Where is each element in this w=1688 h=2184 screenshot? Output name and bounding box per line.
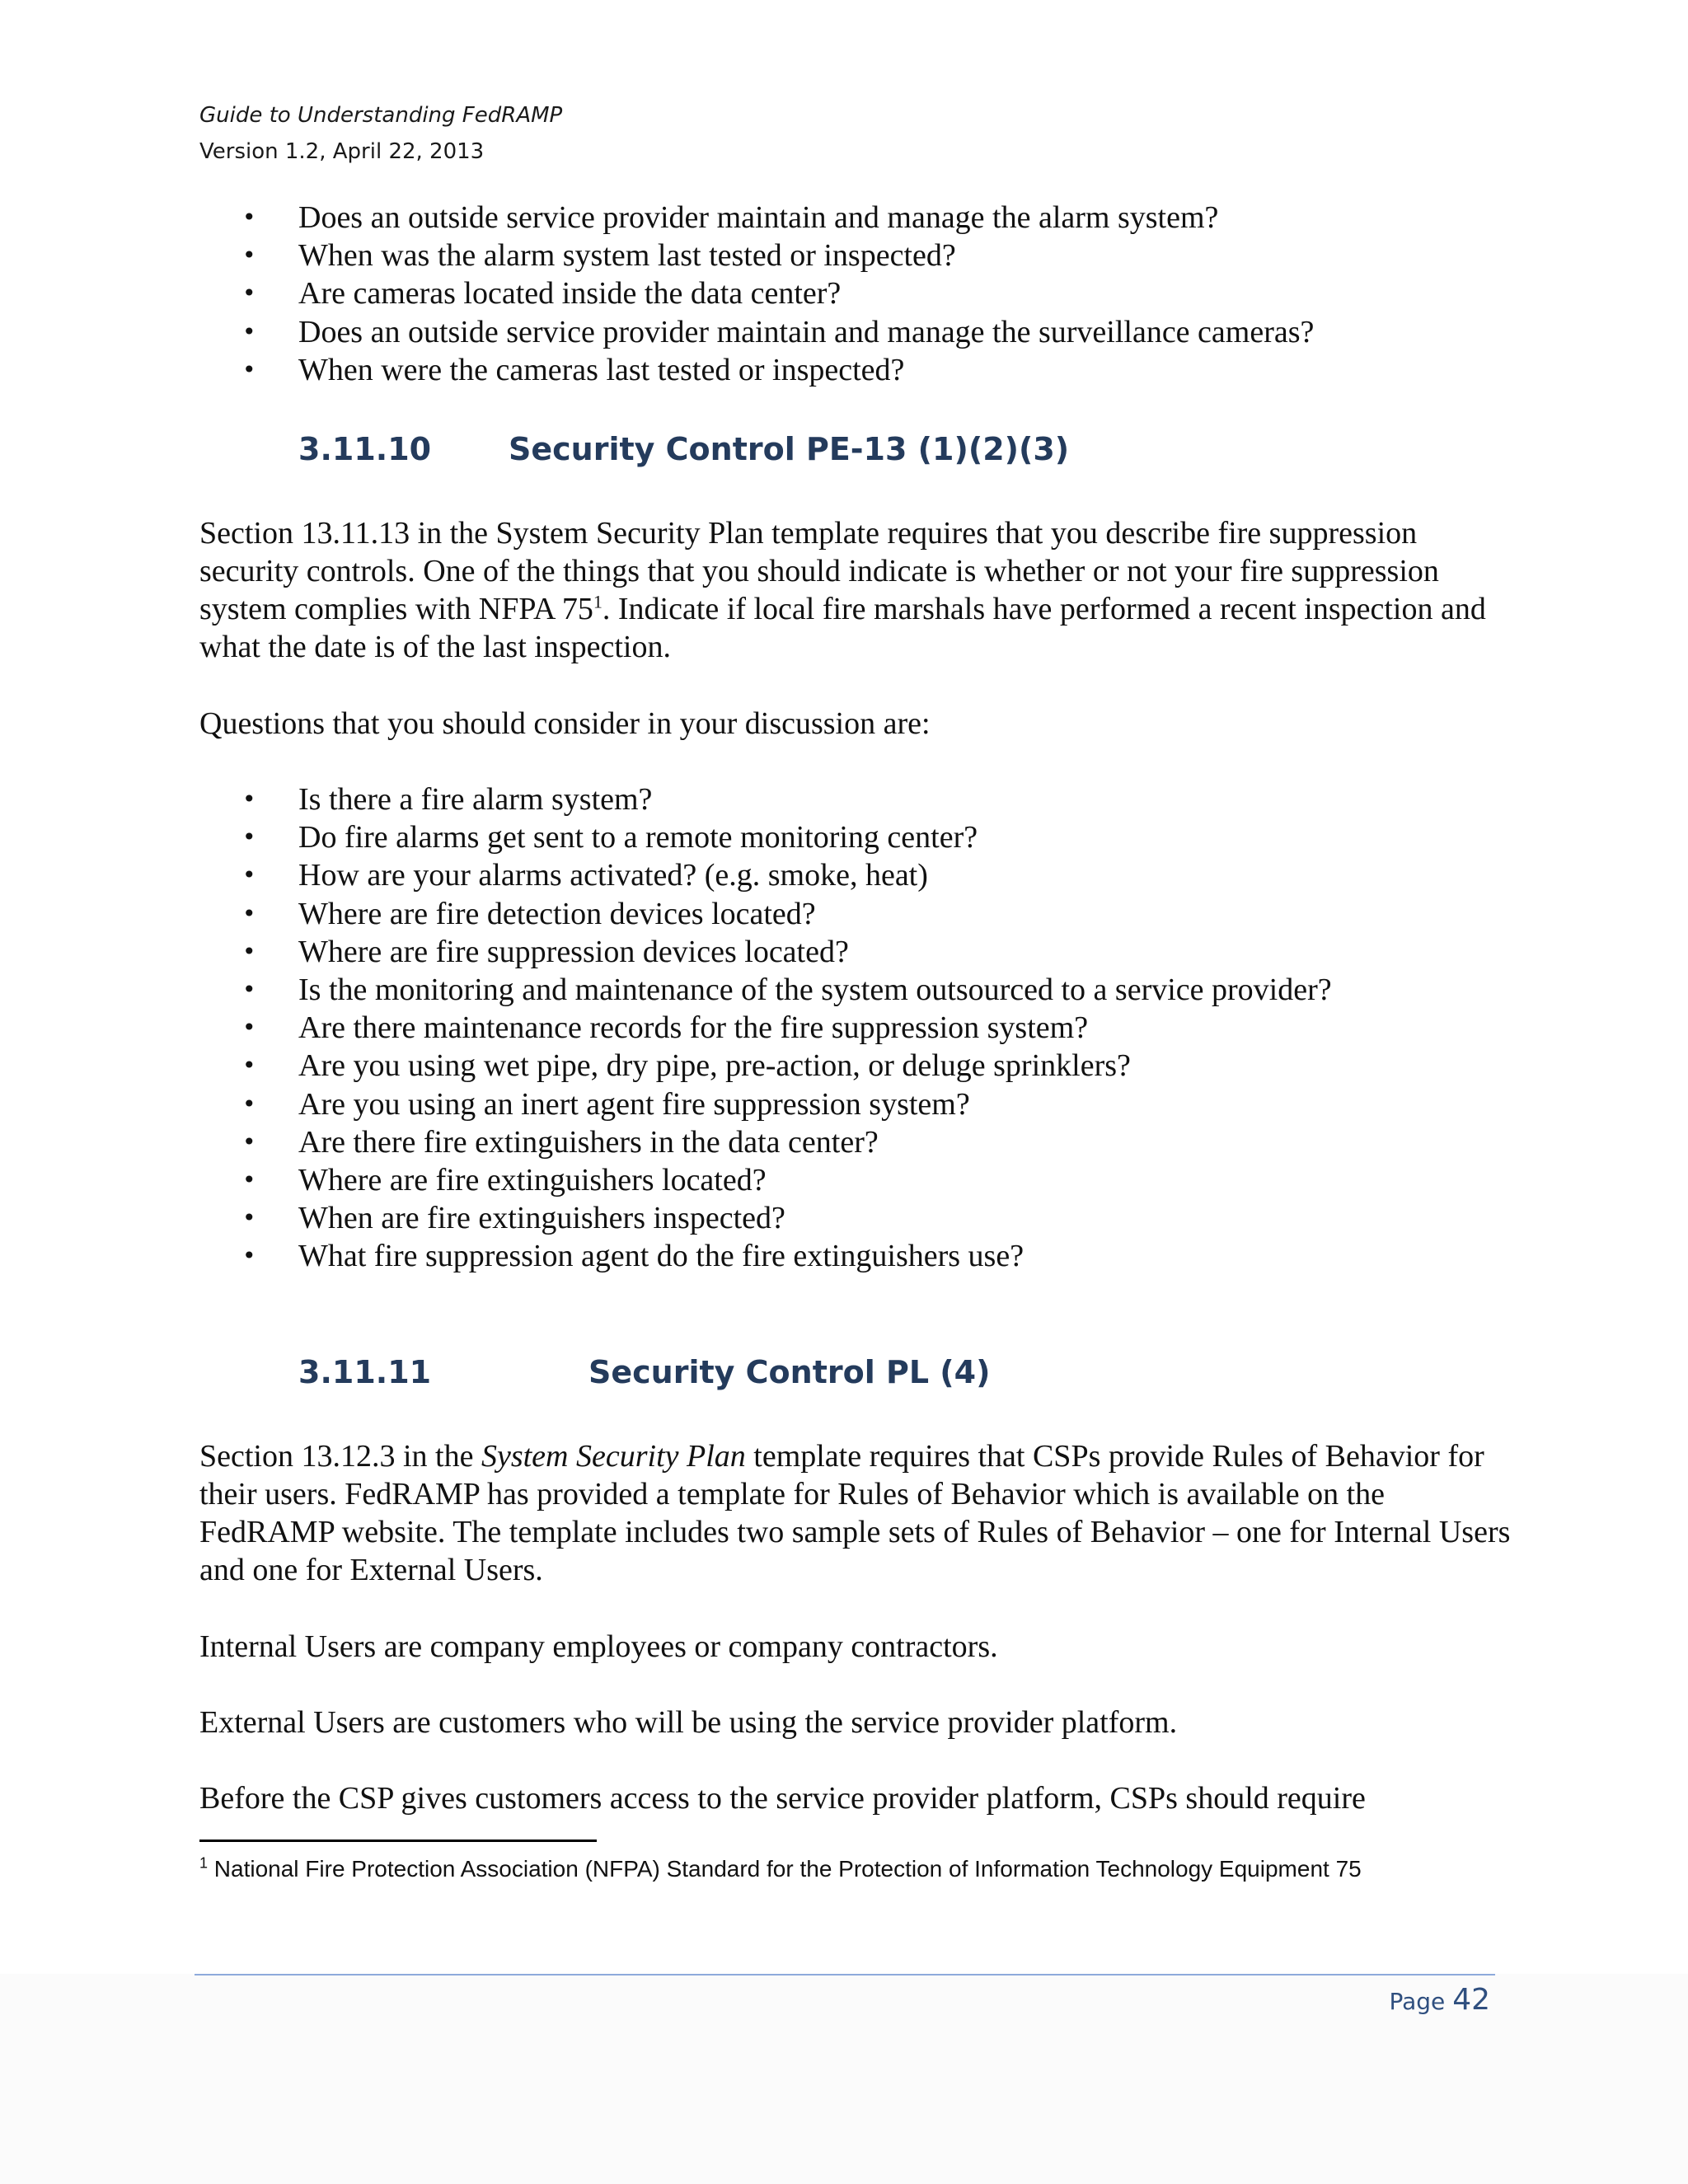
list-item: • Do fire alarms get sent to a remote monitoring center? — [199, 818, 1332, 856]
section-number: 3.11.10 — [298, 431, 432, 467]
list-item: • Is there a fire alarm system? — [199, 780, 1332, 818]
list-item: • When were the cameras last tested or inspected? — [199, 351, 1314, 389]
list-item: • Does an outside service provider maintain and manage the alarm system? — [199, 199, 1314, 237]
pe13-text-a: Section 13.11.13 in the System Security Plan template requires that you describe fire suppression security controls. One of the things that you should indicate is whether or not your fire suppression system complies with NFPA 75 — [199, 516, 1439, 626]
pe13-description — [199, 514, 1518, 666]
list-item: • Does an outside service provider maintain and manage the surveillance cameras? — [199, 313, 1314, 351]
list-item: • Where are fire suppression devices located? — [199, 933, 1332, 971]
alarm-questions-list — [199, 199, 1314, 389]
list-item: • Are you using an inert agent fire suppression system? — [199, 1085, 1332, 1123]
section-heading-pe13 — [298, 431, 1069, 467]
page-number — [1390, 1982, 1491, 2020]
list-item: • What fire suppression agent do the fire extinguishers use? — [199, 1237, 1332, 1275]
before-access-text: Before the CSP gives customers access to the service provider platform, CSPs should require — [199, 1781, 1366, 1816]
list-item: • Are you using wet pipe, dry pipe, pre-action, or deluge sprinklers? — [199, 1047, 1332, 1085]
footnote-text: National Fire Protection Association (NFPA) Standard for the Protection of Information Technology Equipment 75 — [208, 1856, 1362, 1882]
footer-divider — [195, 1974, 1495, 1975]
document-version: Version 1.2, April 22, 2013 — [199, 139, 485, 164]
pe13-text-b: . Indicate if local fire marshals have performed a recent inspection and what the date is of the last inspection. — [199, 592, 1486, 664]
list-item: • Are there maintenance records for the fire suppression system? — [199, 1009, 1332, 1047]
list-item: • Is the monitoring and maintenance of the system outsourced to a service provider? — [199, 971, 1332, 1009]
running-header — [199, 97, 562, 170]
page-number-value: 42 — [1452, 1983, 1490, 2017]
section-title: Security Control PL (4) — [588, 1354, 991, 1390]
pl4-text-a: Section 13.12.3 in the — [199, 1439, 481, 1474]
section-title: Security Control PE-13 (1)(2)(3) — [509, 431, 1070, 467]
list-item: • When are fire extinguishers inspected? — [199, 1199, 1332, 1237]
questions-intro: Questions that you should consider in your discussion are: — [199, 706, 931, 741]
list-item: • Are cameras located inside the data center? — [199, 274, 1314, 312]
footnote-separator — [199, 1840, 597, 1842]
list-item: • When was the alarm system last tested or inspected? — [199, 237, 1314, 274]
page-label: Page — [1389, 1988, 1453, 2015]
list-item: • Where are fire extinguishers located? — [199, 1161, 1332, 1199]
section-number: 3.11.11 — [298, 1354, 432, 1390]
external-users-text: External Users are customers who will be using the service provider platform. — [199, 1705, 1178, 1740]
document-title: Guide to Understanding FedRAMP — [199, 103, 563, 128]
footnote-marker: 1 — [199, 1854, 209, 1872]
footnote — [199, 1853, 1601, 1886]
internal-users-text: Internal Users are company employees or company contractors. — [199, 1629, 998, 1664]
section-heading-pl4 — [298, 1354, 990, 1390]
ssp-title: System Security Plan — [481, 1439, 746, 1474]
list-item: • Where are fire detection devices located? — [199, 895, 1332, 933]
pl4-description — [199, 1437, 1518, 1589]
list-item: • How are your alarms activated? (e.g. smoke, heat) — [199, 856, 1332, 894]
footnote-ref: 1 — [593, 591, 603, 612]
pl4-text-b: template requires that CSPs provide Rules of Behavior for their users. FedRAMP has provided a template for Rules of Behavior which is available on the FedRAMP website. The template includes two sample sets of Rules of Behavior – one for Internal Users and one for External Users. — [199, 1439, 1511, 1587]
list-item: • Are there fire extinguishers in the data center? — [199, 1123, 1332, 1161]
fire-questions-list — [199, 780, 1332, 1276]
